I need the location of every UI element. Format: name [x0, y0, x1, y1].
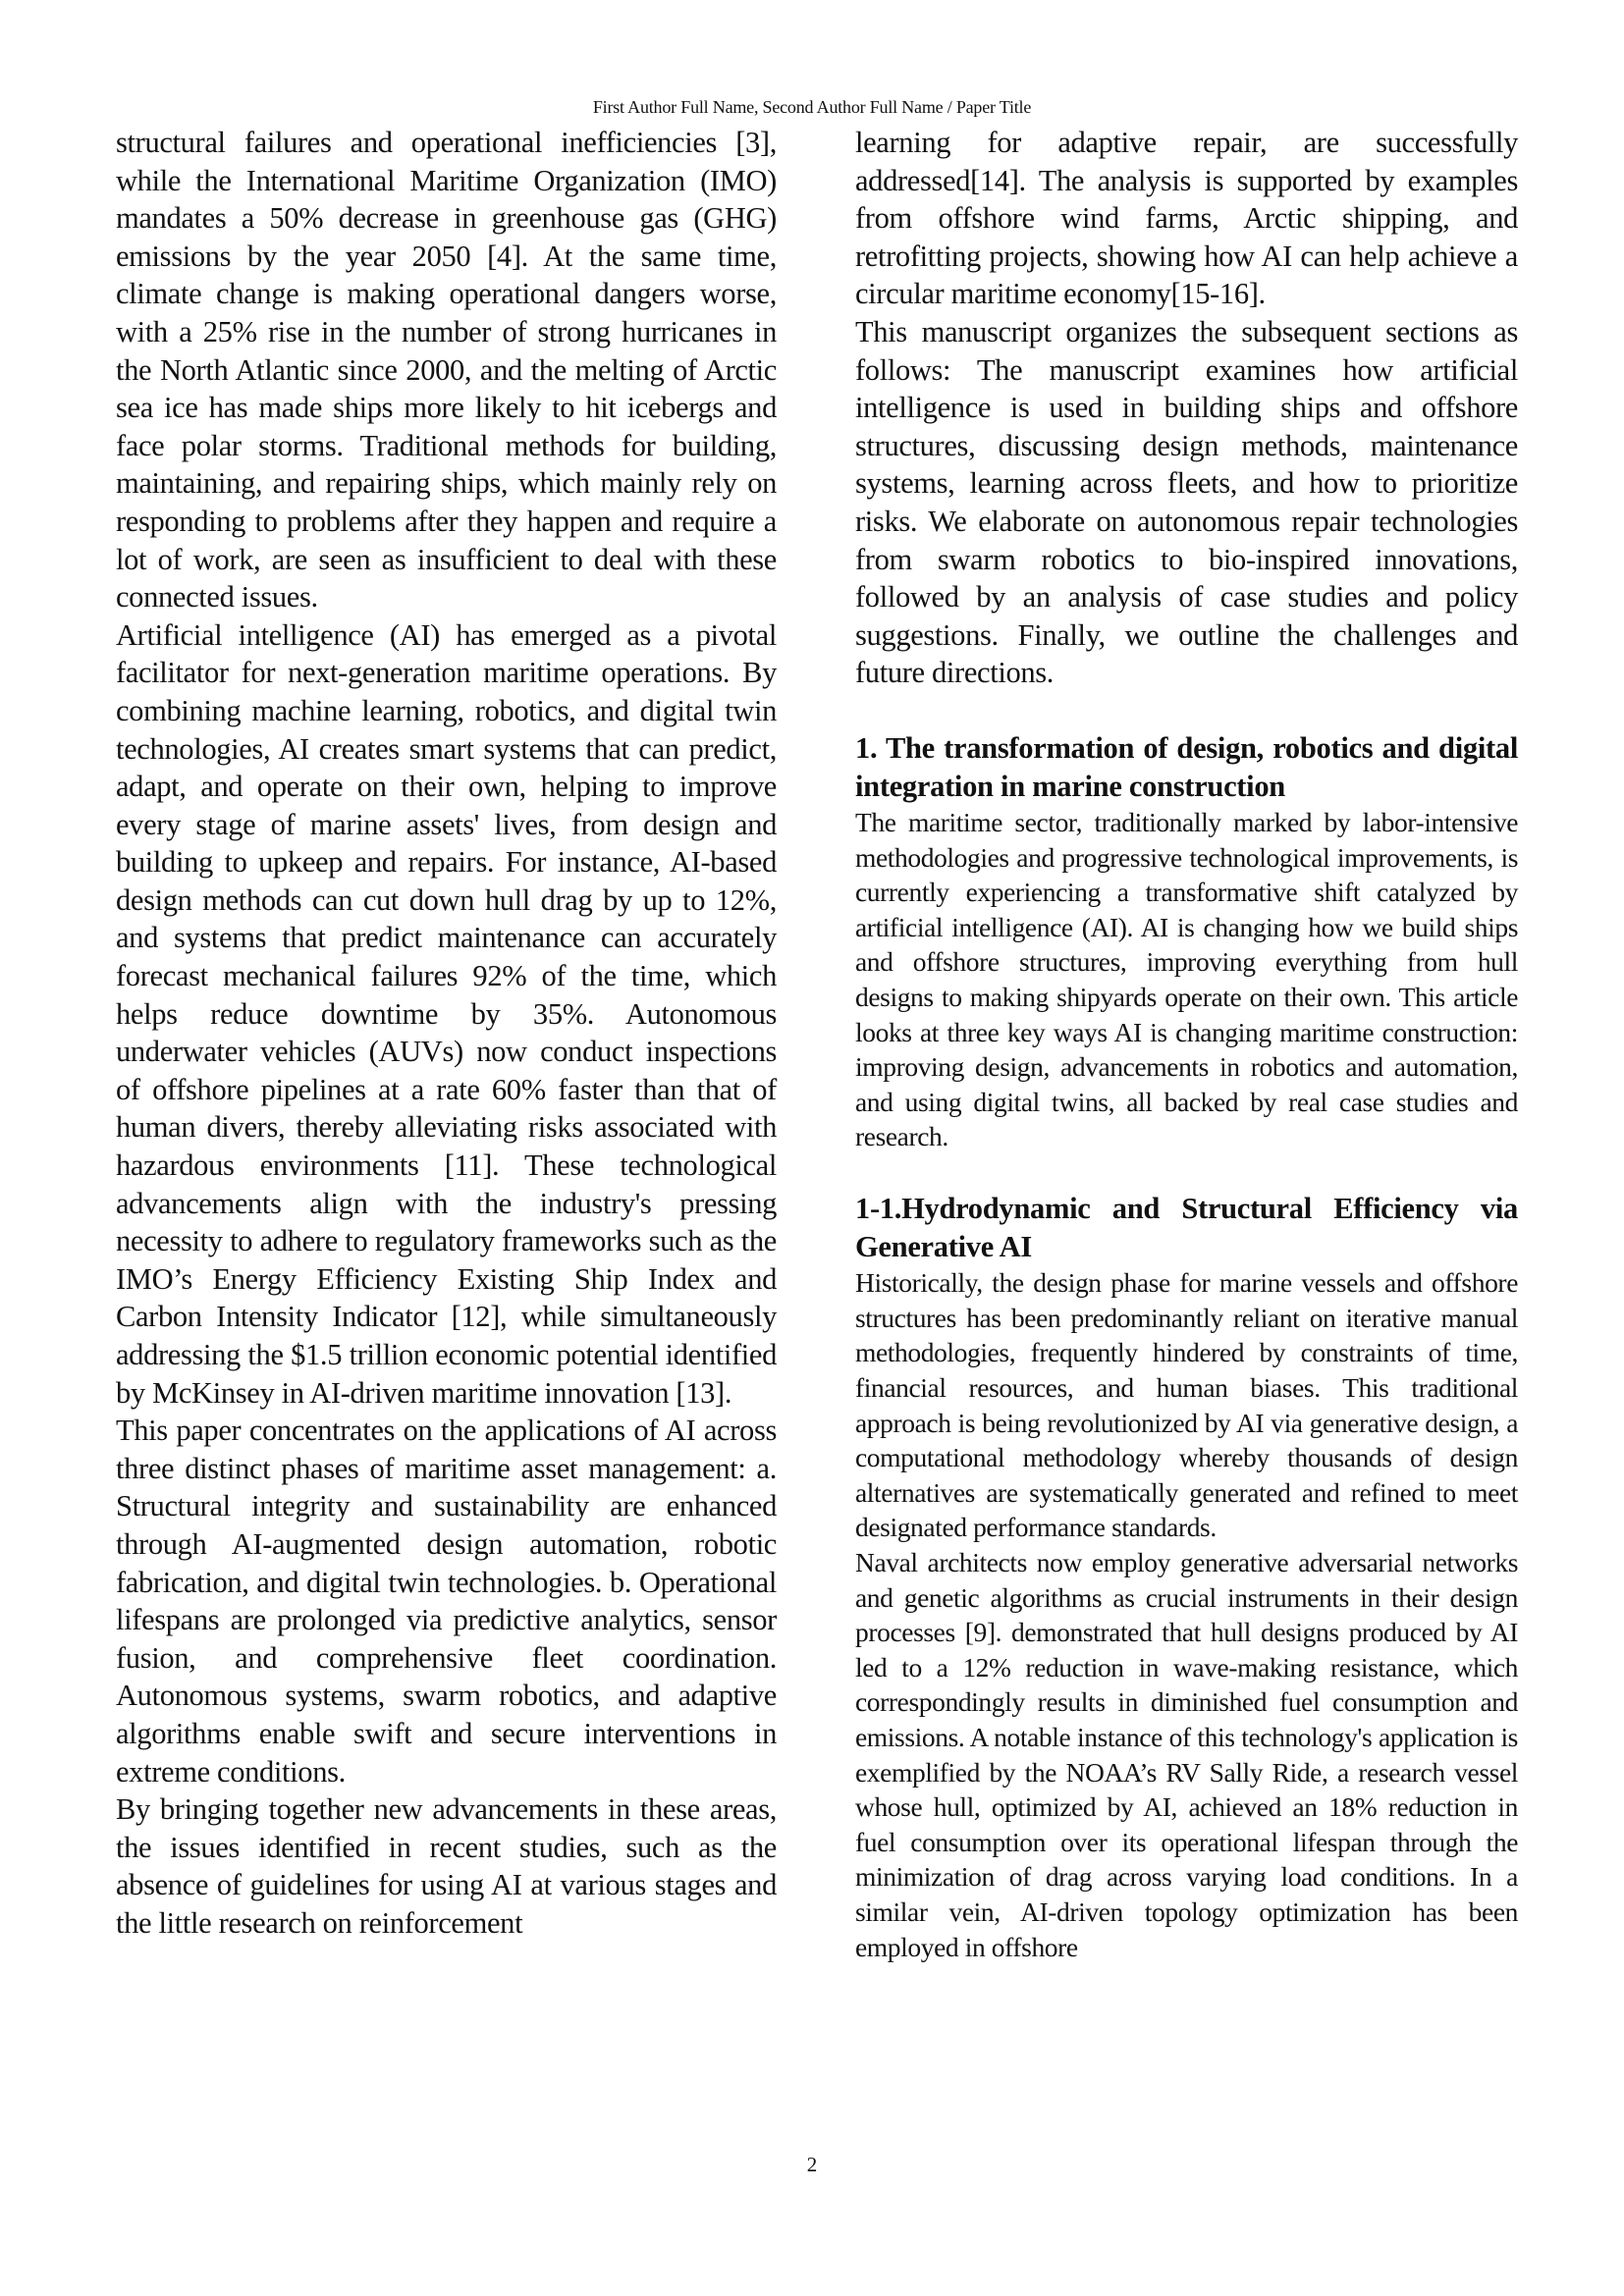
body-paragraph: Artificial intelligence (AI) has emerged as a pivotal facilitator for next-generation maritime operations. By combining machine learning, robotics, and digital twin technologies, AI creates smart systems that can predict, adapt, and operate on their own, helping to improve every stage of marine assets' lives, from design and building to upkeep and repairs. For instance, AI-based design methods can cut down hull drag by up to 12%, and systems that predict maintenance can accurately forecast mechanical failures 92% of the time, which helps reduce downtime by 35%. Autonomous underwater vehicles (AUVs) now conduct inspections of offshore pipelines at a rate 60% faster than that of human divers, thereby alleviating risks associated with hazardous environments [11]. These technological advancements align with the industry's pressing necessity to adhere to regulatory frameworks such as the IMO’s Energy Efficiency Existing Ship Index and Carbon Intensity Indicator [12], while simultaneously addressing the $1.5 trillion economic potential identified by McKinsey in AI-driven maritime innovation [13].	[116, 617, 777, 1410]
left-column	[116, 124, 777, 1943]
right-column	[855, 124, 1518, 1964]
body-paragraph: The maritime sector, traditionally marked by labor-intensive methodologies and progressive technological improvements, is currently experiencing a transformative shift catalyzed by artificial intelligence (AI). AI is changing how we build ships and offshore structures, improving everything from hull designs to making shipyards operate on their own. This article looks at three key ways AI is changing maritime construction: improving design, advancements in robotics and automation, and using digital twins, all backed by real case studies and research.	[855, 807, 1518, 1152]
page-number: 2	[806, 2153, 818, 2176]
body-paragraph: This paper concentrates on the applications of AI across three distinct phases of maritime asset management: a. Structural integrity and sustainability are enhanced through AI-augmented design automation, robotic fabrication, and digital twin technologies. b. Operational lifespans are prolonged via predictive analytics, sensor fusion, and comprehensive fleet coordination. Autonomous systems, swarm robotics, and adaptive algorithms enable swift and secure interventions in extreme conditions.	[116, 1414, 777, 1789]
body-paragraph: Historically, the design phase for marine vessels and offshore structures has been predominantly reliant on iterative manual methodologies, frequently hindered by constraints of time, financial resources, and human biases. This traditional approach is being revolutionized by AI via generative design, a computational methodology whereby thousands of design alternatives are systematically generated and refined to meet designated performance standards.	[855, 1267, 1518, 1543]
running-head: First Author Full Name, Second Author Full Name / Paper Title	[592, 97, 1032, 117]
body-paragraph: structural failures and operational inefficiencies [3], while the International Maritime Organization (IMO) mandates a 50% decrease in greenhouse gas (GHG) emissions by the year 2050 [4]. At the same time, climate change is making operational dangers worse, with a 25% rise in the number of strong hurricanes in the North Atlantic since 2000, and the melting of Arctic sea ice has made ships more likely to hit icebergs and face polar storms. Traditional methods for building, maintaining, and repairing ships, which mainly rely on responding to problems after they happen and require a lot of work, are seen as insufficient to deal with these connected issues.	[116, 126, 777, 614]
section-heading-1: 1. The transformation of design, robotics and digital integration in marine construction	[855, 730, 1518, 803]
body-paragraph: Naval architects now employ generative adversarial networks and genetic algorithms as crucial instruments in their design processes [9]. demonstrated that hull designs produced by AI led to a 12% reduction in wave-making resistance, which correspondingly results in diminished fuel consumption and emissions. A notable instance of this technology's application is exemplified by the NOAA’s RV Sally Ride, a research vessel whose hull, optimized by AI, achieved an 18% reduction in fuel consumption over its operational lifespan through the minimization of drag across varying load conditions. In a similar vein, AI-driven topology optimization has been employed in offshore	[855, 1546, 1518, 1962]
section-heading-1-1: 1-1.Hydrodynamic and Structural Efficiency via Generative AI	[855, 1192, 1518, 1263]
body-paragraph: By bringing together new advancements in these areas, the issues identified in recent studies, such as the absence of guidelines for using AI at various stages and the little research on reinforcement	[116, 1792, 777, 1940]
body-paragraph: This manuscript organizes the subsequent sections as follows: The manuscript examines how artificial intelligence is used in building ships and offshore structures, discussing design methods, maintenance systems, learning across fleets, and how to prioritize risks. We elaborate on autonomous repair technologies from swarm robotics to bio-inspired innovations, followed by an analysis of case studies and policy suggestions. Finally, we outline the challenges and future directions.	[855, 314, 1518, 690]
body-paragraph: learning for adaptive repair, are successfully addressed[14]. The analysis is supported by examples from offshore wind farms, Arctic shipping, and retrofitting projects, showing how AI can help achieve a circular maritime economy[15-16].	[855, 126, 1518, 311]
